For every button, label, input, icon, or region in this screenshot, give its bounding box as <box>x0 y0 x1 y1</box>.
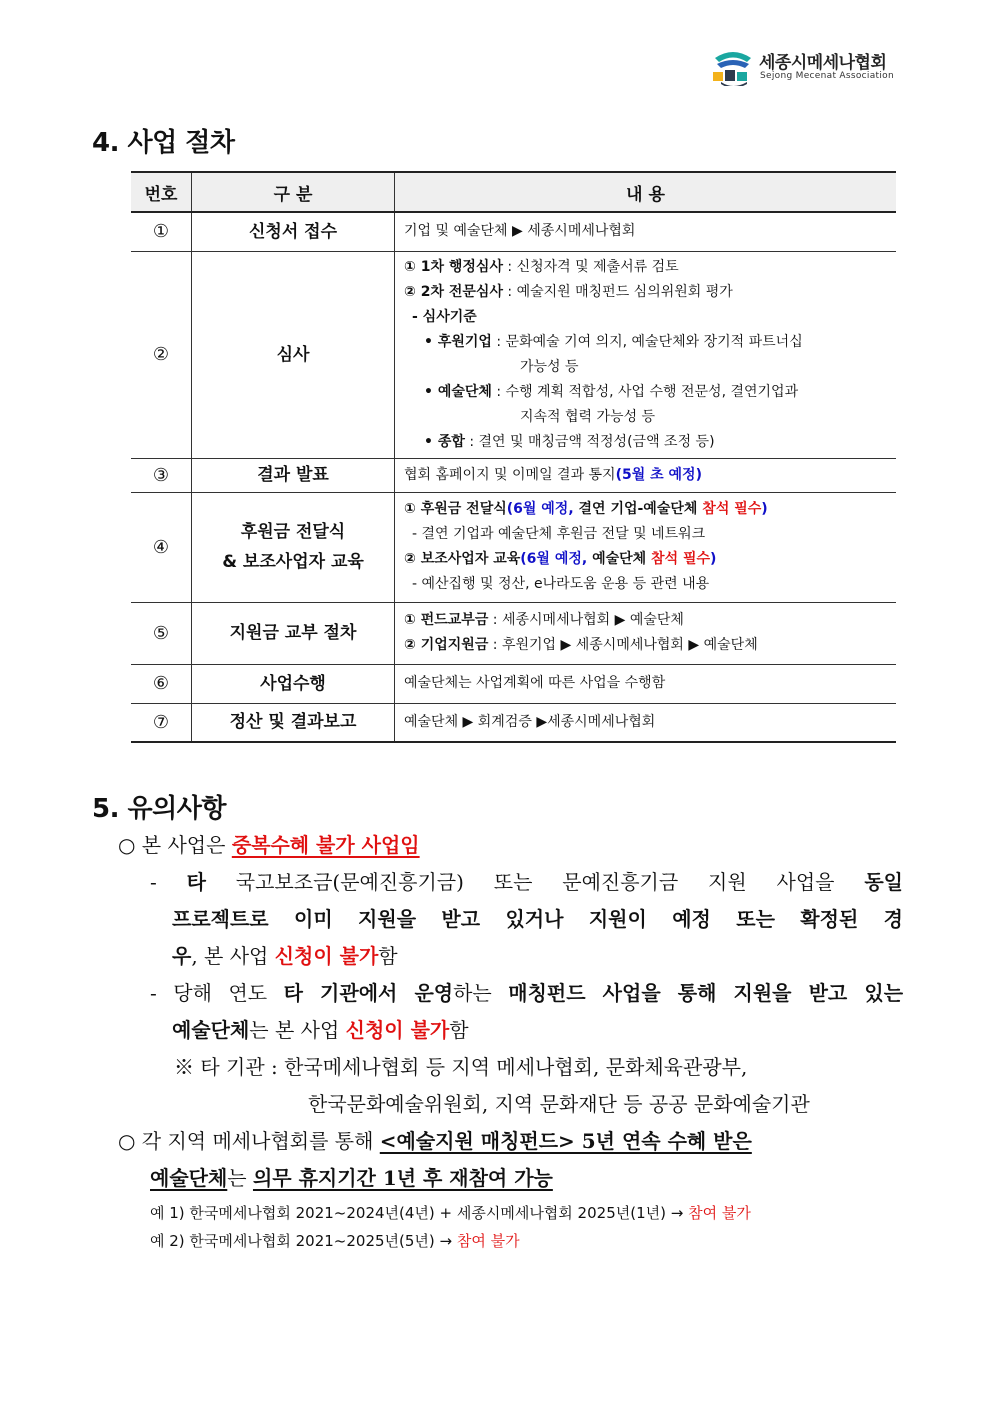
text: - 심사기준 <box>412 308 477 325</box>
text: 중복수혜 불가 사업임 <box>231 833 420 857</box>
text: 가능성 등 <box>520 358 579 375</box>
text: : 예술지원 매칭펀드 심의위원회 평가 <box>502 283 733 300</box>
text: ① 펀드교부금 <box>404 612 489 628</box>
text: • 예술단체 <box>424 383 492 400</box>
text: 본 사업은 <box>135 833 232 857</box>
row-category: 사업수행 <box>192 664 395 703</box>
text: 후원금 전달식 <box>240 522 346 542</box>
table-row <box>131 212 896 251</box>
table-row <box>131 251 896 458</box>
text: 예 1) 한국메세나협회 2021~2024년(4년) + 세종시메세나협회 2025년(1년) → <box>150 1204 689 1222</box>
section-4-title: 4. 사업 절차 <box>92 128 235 158</box>
arrow-icon: ▶ <box>536 713 548 730</box>
text: - <box>150 870 187 894</box>
text: 프로젝트로 이미 지원을 받고 있거나 지원이 예정 또는 확정된 경 <box>172 907 903 931</box>
text: 예술단체 <box>625 612 684 628</box>
text: 는 <box>227 1166 253 1190</box>
note-1b <box>118 975 903 1049</box>
text: 회계검증 <box>473 713 537 730</box>
line: 한국문화예술위원회, 지역 문화재단 등 공공 문화예술기관 <box>308 1092 810 1116</box>
row-number: ② <box>131 251 192 458</box>
text: & 보조사업자 교육 <box>222 552 364 572</box>
text: : 결연 및 매칭금액 적정성(금액 조정 등) <box>464 433 715 450</box>
text: ② 보조사업자 교육 <box>404 551 521 567</box>
text: - <box>150 981 174 1005</box>
text: : 후원기업 <box>488 637 561 653</box>
header-no: 번호 <box>131 172 192 212</box>
text: 세종시메세나협회 <box>571 637 689 653</box>
text: 협회 홈페이지 및 이메일 결과 통지 <box>404 466 616 483</box>
text: 참석 필수 <box>651 551 711 567</box>
text: 매칭펀드 사업을 통해 지원을 받고 있는 <box>508 981 904 1005</box>
text: 각 지역 메세나협회를 통해 <box>135 1129 380 1153</box>
text: 세종시메세나협회 <box>547 713 656 730</box>
row-content <box>395 664 897 703</box>
note-1 <box>118 827 903 864</box>
logo-name-ko: 세종시메세나협회 <box>759 53 887 73</box>
procedure-table <box>131 171 896 743</box>
text: 참석 필수 <box>702 501 762 517</box>
table-row <box>131 703 896 742</box>
row-category: 신청서 접수 <box>192 212 395 251</box>
line <box>150 1012 903 1049</box>
logo-name-en: Sejong Mecenat Association <box>760 71 894 81</box>
row-number: ④ <box>131 492 192 602</box>
row-content <box>395 251 897 458</box>
text: 동일 <box>864 870 903 894</box>
example-1 <box>118 1199 903 1227</box>
text: (5월 초 예정) <box>615 466 702 483</box>
note-2-cont <box>118 1160 903 1197</box>
line <box>150 938 903 975</box>
text: 함 <box>378 944 398 968</box>
text: 예술단체 <box>699 637 758 653</box>
text: • 종합 <box>424 433 465 450</box>
row-number: ⑥ <box>131 664 192 703</box>
arrow-icon: ▶ <box>512 223 523 240</box>
row-category: 정산 및 결과보고 <box>192 703 395 742</box>
text: 예술단체는 사업계획에 따른 사업을 수행함 <box>404 675 666 691</box>
row-number: ③ <box>131 458 192 492</box>
text: - 예산집행 및 정산, e나라도움 운용 등 관련 내용 <box>412 576 710 592</box>
arrow-icon: ▶ <box>560 637 572 653</box>
text: 국고보조금(문예진흥기금) 또는 문예진흥기금 지원 사업을 <box>205 870 865 894</box>
text: 참여 불가 <box>688 1204 751 1222</box>
row-category: 지원금 교부 절차 <box>192 602 395 664</box>
row-category: 결과 발표 <box>192 458 395 492</box>
text: 예술단체 <box>150 1166 228 1190</box>
text: 참여 불가 <box>456 1232 520 1250</box>
text: ② 2차 전문심사 <box>404 283 503 300</box>
circle-bullet-icon: ○ <box>118 1129 136 1153</box>
table-header-row <box>131 172 896 212</box>
text: : 세종시메세나협회 <box>488 612 615 628</box>
notes-block <box>118 827 903 1255</box>
text: : 문화예술 기여 의지, 예술단체와 장기적 파트너십 <box>491 333 803 350</box>
section-5-title: 5. 유의사항 <box>92 794 226 824</box>
row-category <box>192 492 395 602</box>
text: 세종시메세나협회 <box>522 223 636 240</box>
line <box>150 975 903 1012</box>
text: , 본 사업 <box>191 944 275 968</box>
text: ① 1차 행정심사 <box>404 258 503 275</box>
arrow-icon: ▶ <box>614 612 626 628</box>
text: 지속적 협력 가능성 등 <box>520 408 656 425</box>
text: : 수행 계획 적합성, 사업 수행 전문성, 결연기업과 <box>491 383 799 400</box>
row-content <box>395 492 897 602</box>
text: 당해 연도 <box>173 981 284 1005</box>
example-2 <box>118 1227 903 1255</box>
arrow-icon: ▶ <box>462 713 474 730</box>
row-number: ⑦ <box>131 703 192 742</box>
circle-bullet-icon: ○ <box>118 833 136 857</box>
text: <예술지원 매칭펀드> 5년 연속 수혜 받은 <box>379 1129 752 1153</box>
text: ① 후원금 전달식 <box>404 501 507 517</box>
row-content <box>395 602 897 664</box>
row-content <box>395 212 897 251</box>
text: 기업 및 예술단체 <box>404 223 513 240</box>
text: ) <box>710 551 717 567</box>
text: 는 본 사업 <box>249 1018 346 1042</box>
header-category: 구 분 <box>192 172 395 212</box>
row-category: 심사 <box>192 251 395 458</box>
table-row <box>131 458 896 492</box>
line: ※ 타 기관 : 한국메세나협회 등 지역 메세나협회, 문화체육관광부, <box>174 1055 748 1079</box>
line <box>150 864 903 901</box>
text: 타 <box>186 870 206 894</box>
row-content <box>395 458 897 492</box>
text: 예 2) 한국메세나협회 2021~2025년(5년) → <box>150 1232 457 1250</box>
table-row <box>131 602 896 664</box>
text: ) <box>761 501 768 517</box>
text: ② 기업지원금 <box>404 637 489 653</box>
note-1c <box>118 1049 903 1123</box>
text: - 결연 기업과 예술단체 후원금 전달 및 네트워크 <box>412 526 706 542</box>
logo <box>711 48 901 88</box>
text: 예술단체 <box>404 713 463 730</box>
text: (6월 예정, <box>520 551 593 567</box>
text: 신청이 불가 <box>345 1018 450 1042</box>
text: 하는 <box>453 981 509 1005</box>
note-1a <box>118 864 903 975</box>
note-2 <box>118 1123 903 1160</box>
text: 신청이 불가 <box>274 944 379 968</box>
text: 우 <box>172 944 192 968</box>
text: 의무 휴지기간 1년 후 재참여 가능 <box>252 1166 553 1190</box>
text: 함 <box>449 1018 469 1042</box>
text: (6월 예정, <box>506 501 579 517</box>
row-number: ① <box>131 212 192 251</box>
logo-mark-icon <box>711 48 755 86</box>
arrow-icon: ▶ <box>688 637 700 653</box>
header-content: 내 용 <box>395 172 897 212</box>
table-row <box>131 664 896 703</box>
text: • 후원기업 <box>424 333 492 350</box>
text: 타 기관에서 운영 <box>283 981 454 1005</box>
row-number: ⑤ <box>131 602 192 664</box>
row-content <box>395 703 897 742</box>
text: 결연 기업-예술단체 <box>578 501 703 517</box>
text: : 신청자격 및 제출서류 검토 <box>502 258 679 275</box>
text: 예술단체 <box>592 551 652 567</box>
line <box>150 901 903 938</box>
text: 예술단체 <box>172 1018 250 1042</box>
table-row <box>131 492 896 602</box>
